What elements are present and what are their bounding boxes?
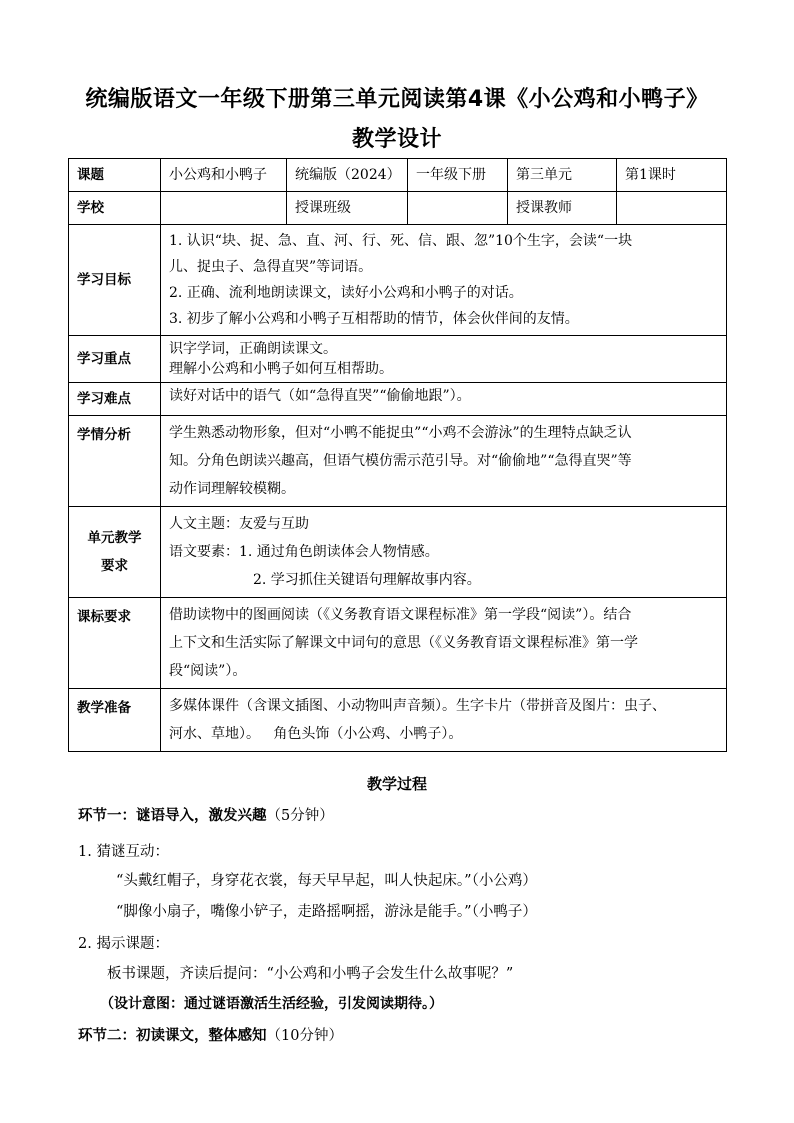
analysis-content bbox=[161, 416, 727, 507]
step1-heading bbox=[78, 804, 334, 825]
row-key bbox=[69, 336, 727, 383]
header-row-2 bbox=[69, 192, 727, 225]
item2: 2. 揭示课题： bbox=[78, 936, 169, 952]
prep-line: 河水、草地）。 角色头饰（小公鸡、小鸭子）。 bbox=[169, 726, 463, 742]
label-class: 授课班级 bbox=[287, 192, 408, 225]
prep-content bbox=[161, 689, 727, 752]
standard-line: 上下文和生活实际了解课文中词句的意思（《义务教育语文课程标准》第一学 bbox=[169, 635, 638, 651]
analysis-line: 知。分角色朗读兴趣高，但语气模仿需示范引导。对“偷偷地”“急得直哭”等 bbox=[169, 453, 632, 469]
goals-line: 2. 正确、流利地朗读课文，读好小公鸡和小鸭子的对话。 bbox=[169, 285, 523, 301]
grade-value: 一年级下册 bbox=[408, 159, 508, 192]
goals-line: 1. 认识“块、捉、急、直、河、行、死、信、跟、忽”10个生字，会读“一块 bbox=[169, 233, 633, 249]
label-school: 学校 bbox=[69, 192, 161, 225]
edition-value: 统编版（2024） bbox=[287, 159, 408, 192]
key-line: 识字学词，正确朗读课文。 bbox=[169, 341, 337, 357]
topic-value: 小公鸡和小鸭子 bbox=[161, 159, 287, 192]
standard-line: 段“阅读”）。 bbox=[169, 663, 247, 679]
step2-heading bbox=[78, 1024, 343, 1045]
process-title: 教学过程 bbox=[366, 775, 427, 793]
goals-line: 3. 初步了解小公鸡和小鸭子互相帮助的情节，体会伙伴间的友情。 bbox=[169, 311, 579, 327]
board-question: 板书课题，齐读后提问：“小公鸡和小鸭子会发生什么故事呢？” bbox=[107, 966, 514, 982]
label-difficulty: 学习难点 bbox=[69, 383, 161, 416]
label-teacher: 授课教师 bbox=[508, 192, 617, 225]
label-unit-line1: 单元教学 bbox=[87, 530, 142, 546]
standard-line: 借助读物中的图画阅读（《义务教育语文课程标准》第一学段“阅读”）。结合 bbox=[169, 607, 632, 623]
goals-content bbox=[161, 225, 727, 336]
unit-line: 人文主题：友爱与互助 bbox=[169, 516, 309, 532]
unit-content bbox=[161, 507, 727, 598]
standard-content bbox=[161, 598, 727, 689]
row-goals bbox=[69, 225, 727, 336]
document-title: 统编版语文一年级下册第三单元阅读第4课《小公鸡和小鸭子》 bbox=[85, 87, 709, 112]
header-row-1 bbox=[69, 159, 727, 192]
document-subtitle: 教学设计 bbox=[351, 127, 442, 152]
step2-title: 环节二：初读课文，整体感知 bbox=[78, 1028, 267, 1044]
riddle-2: “脚像小扇子，嘴像小铲子，走路摇啊摇，游泳是能手。”（小鸭子） bbox=[116, 904, 537, 920]
difficulty-line: 读好对话中的语气（如“急得直哭”“偷偷地跟”）。 bbox=[169, 388, 471, 404]
item1: 1. 猜谜互动： bbox=[78, 844, 169, 860]
row-unit bbox=[69, 507, 727, 598]
step1-title: 环节一：谜语导入，激发兴趣 bbox=[78, 808, 267, 824]
step2-time: （10分钟） bbox=[266, 1028, 343, 1044]
row-difficulty bbox=[69, 383, 727, 416]
label-goals: 学习目标 bbox=[69, 225, 161, 336]
label-unit-line2: 要求 bbox=[101, 558, 128, 574]
row-analysis bbox=[69, 416, 727, 507]
design-intent: （设计意图：通过谜语激活生活经验，引发阅读期待。） bbox=[100, 996, 443, 1012]
row-standard bbox=[69, 598, 727, 689]
label-standard: 课标要求 bbox=[69, 598, 161, 689]
prep-line: 多媒体课件（含课文插图、小动物叫声音频）。生字卡片（带拼音及图片：虫子、 bbox=[169, 698, 666, 714]
lesson-info-table bbox=[68, 158, 727, 752]
period-value: 第1课时 bbox=[617, 159, 727, 192]
label-analysis: 学情分析 bbox=[69, 416, 161, 507]
analysis-line: 学生熟悉动物形象，但对“小鸭不能捉虫”“小鸡不会游泳”的生理特点缺乏认 bbox=[169, 425, 632, 441]
riddle-1: “头戴红帽子，身穿花衣裳，每天早早起，叫人快起床。”（小公鸡） bbox=[116, 873, 537, 889]
label-unit bbox=[69, 507, 161, 598]
label-prep: 教学准备 bbox=[69, 689, 161, 752]
class-value bbox=[408, 192, 508, 225]
unit-line: 语文要素：1. 通过角色朗读体会人物情感。 bbox=[169, 544, 439, 560]
label-key: 学习重点 bbox=[69, 336, 161, 383]
unit-line: 2. 学习抓住关键语句理解故事内容。 bbox=[253, 572, 481, 588]
analysis-line: 动作词理解较模糊。 bbox=[169, 481, 295, 497]
key-line: 理解小公鸡和小鸭子如何互相帮助。 bbox=[169, 361, 393, 377]
step1-time: （5分钟） bbox=[266, 808, 334, 824]
label-topic: 课题 bbox=[69, 159, 161, 192]
key-content bbox=[161, 336, 727, 383]
row-prep bbox=[69, 689, 727, 752]
school-value bbox=[161, 192, 287, 225]
difficulty-content bbox=[161, 383, 727, 416]
teacher-value bbox=[617, 192, 727, 225]
goals-line: 儿、捉虫子、急得直哭”等词语。 bbox=[169, 259, 373, 275]
unit-value: 第三单元 bbox=[508, 159, 617, 192]
